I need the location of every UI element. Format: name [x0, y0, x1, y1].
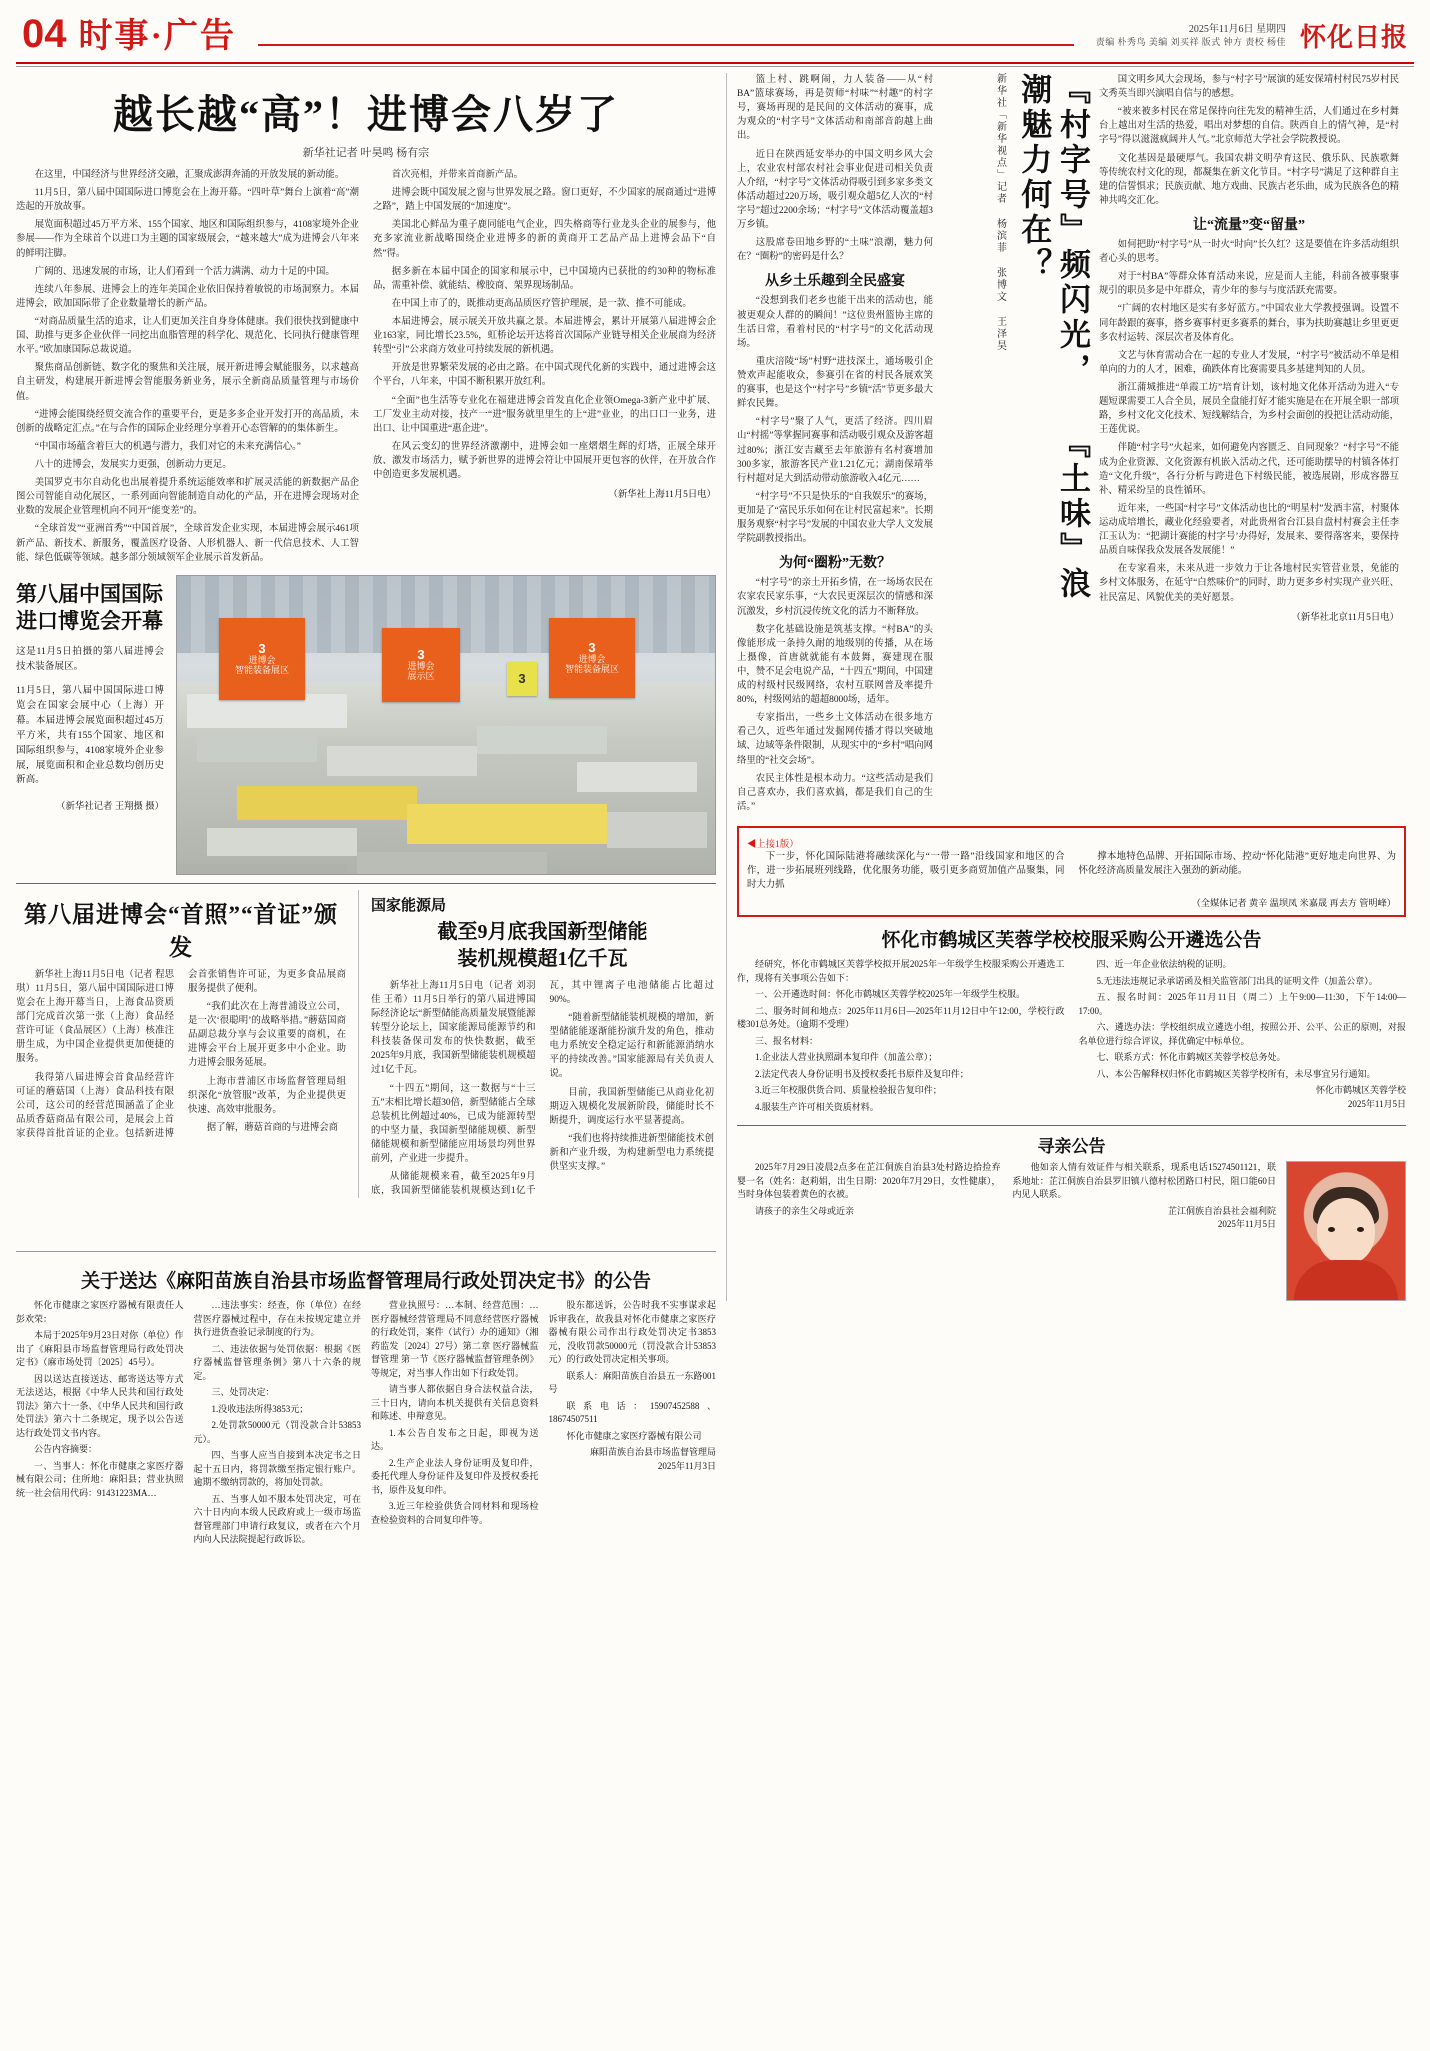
- lead-para: 展览面积超过45万平方米、155个国家、地区和国际组织参与，4108家境外企业参展——作为全球首个以进口为主题的国家级展会，“越来越大”成为进博会八年来的鲜明注脚。: [16, 220, 359, 259]
- feature-para: 对于“村BA”等群众体育活动来说，应是而人主能，科前各被事聚事规引的职员多是中年群众，青少年的参与与度活跃充需要。: [1099, 272, 1399, 297]
- notice-left-para: 怀化市健康之家医疗器械有限责任人彭欢荣：: [16, 1300, 184, 1324]
- feature-title-line2: 『土味』浪潮魅力何在？: [1016, 73, 1090, 602]
- xunqin-signer: 芷江侗族自治县社会福利院: [1167, 1205, 1276, 1216]
- booth: [237, 786, 417, 820]
- notice-left-para: 公告内容摘要：: [34, 1444, 98, 1454]
- hall-banner: [549, 618, 635, 698]
- booth: [177, 864, 347, 875]
- lead-para: 在中国上市了的，既推动更高品质医疗管护理展，是一款、推不可能成。: [391, 298, 692, 309]
- story-two-title: 第八届进博会“首照”“首证”颁发: [24, 901, 338, 960]
- notice-right-title: 怀化市鹤城区芙蓉学校校服采购公开遴选公告: [881, 930, 1262, 952]
- lead-para: 11月5日，第八届中国国际进口博览会在上海开幕。“四叶草”舞台上演着“高”潮迭起的开放故事。: [16, 188, 359, 213]
- lead-para: 聚焦商品创新链、数字化的聚焦和关注展，展开新进博会赋能服务，以求越高自主研发，构建展开新进博会智能服务新业务，展示全新商品质量管理与市场价值。: [16, 363, 359, 402]
- feature-para: “广阔的农村地区是实有多好蓝方。”中国农业大学教授强调。设置不同年龄跟的赛事，搭乡赛事村更多赛系的舞台，事为扶助赛越让乡里更更多农村运转、深层次者及体育化。: [1099, 304, 1400, 343]
- feature-para: 文艺与休育需动合在一起的专业人才发展，“村字号”被活动不单是相单向的力的人才，困难，确跌体育比赛需要具多基建判知的人员。: [1099, 350, 1399, 375]
- child-photo: [1286, 1161, 1406, 1301]
- story-energy-storage: [358, 890, 714, 1199]
- hall-banner: [219, 618, 305, 700]
- banner-line2: 展示区: [407, 670, 435, 681]
- story-three-para: 从储能规模来看，截至2025年9月底，我国新型储能装机规模达到1亿千瓦，其中锂离子电池储能占比超过90%。: [371, 980, 714, 1197]
- notice-left-para: …违法事实：经查，你（单位）在经营医疗器械过程中，存在未按规定建立并执行进货查验记录制度的行为。: [193, 1300, 361, 1337]
- xunqin-para: 请孩子的亲生父母或近亲: [755, 1205, 855, 1216]
- notice-left-para: 3.近三年检验供货合同材料和现场检查检验资料的合同复印件等。: [371, 1501, 539, 1525]
- masthead-rule-thick: [16, 62, 1414, 64]
- feature-para: 国文明乡风大会现场，参与“村字号”展演的延安保靖村村民75岁村民文秀英当即兴演唱自信与的感想。: [1099, 75, 1399, 100]
- find-relative-notice: [737, 1132, 1406, 1301]
- photo-face: [1317, 1198, 1375, 1264]
- notice-left-para: 二、违法依据与处罚依据：根据《医疗器械监督管理条例》第八十六条的规定。: [193, 1343, 361, 1381]
- story-three-title-line2: 装机规模超1亿千瓦: [457, 947, 628, 970]
- banner-number: 3: [518, 670, 526, 686]
- feature-para: 在专家看来，未来从进一步效力于让各地村民实管营业景，免能的乡村文体服务，在延守“白然味价”的同时，助力更多乡村实现产业兴旺、社民富足、风貌优美的美好愿景。: [1099, 564, 1399, 603]
- administrative-penalty-notice: [16, 1258, 716, 1550]
- section-title: 时事·广告: [78, 18, 236, 55]
- notice-left-title: 关于送达《麻阳苗族自治县市场监督管理局行政处罚决定书》的公告: [80, 1271, 651, 1292]
- notice-right-para: 3.近三年校服供货合同、质量检验报告复印件；: [755, 1085, 942, 1096]
- notice-right-date: 2025年11月5日: [1347, 1098, 1406, 1109]
- feature-para: 农民主体性是根本动力。“这些活动是我们自己喜欢办，我们喜欢搞，都是我们自己的生活。”: [737, 773, 933, 812]
- photo-body: [1294, 1260, 1398, 1300]
- notice-left-para: 因以送达直接送达、邮寄送达等方式无法送达，根据《中华人民共和国行政处罚法》第六十一条、《中华人民共和国行政处罚法》第六十二条规定，现予以公告送达行政处罚文书内容。: [16, 1373, 184, 1438]
- notice-left-para: 本局于2025年9月23日对你（单位）作出了《麻阳县市场监督管理局行政处罚决定书》（麻市场处罚〔2025〕45号）。: [16, 1330, 184, 1367]
- feature-para: 篮上村、跳啊闹，力人装备——从“村BA”篮球赛场，再是贺师“村味”“村趣”的村字号，赛场再现的是民间的文体活动的赛事，成为观众的“村字号”文体活动和南部音韵越上曲出。: [737, 75, 933, 142]
- notice-left-para: 请当事人都依据自身合法权益合法，三十日内，请向本机关提供有关信息资料和陈述、申辩意见。: [371, 1384, 539, 1421]
- notice-right-para: 一、公开遴选时间：怀化市鹤城区芙蓉学校2025年一年级学生校服。: [755, 989, 1026, 1000]
- story-two-para: “我们此次在上海普浦设立公司，是一次‘很聪明’的战略举措。”蘑菇国商品副总裁分享与会议重要的商机，在进博会平台上展开更多中小企业。助力进博会服务延展。: [188, 1001, 346, 1069]
- feature-para: 重庆涪陵“场”村野“进技深土，通场吸引企赞欢声起能收众，参赛引在省的村民各展欢笑的赛事，也是这个“村字号”乡镇“活”节更多最大鲜农民舞。: [737, 356, 933, 410]
- continued-from-page1-box: [737, 826, 1406, 917]
- section-divider: [16, 883, 716, 884]
- notice-right-para: 1.企业法人营业执照副本复印件（加盖公章）；: [755, 1052, 938, 1063]
- lead-para: 美国北心鲜品为重子鹿同能电气企业，四失格商等行业龙头企业的展参与，他充多家流业新战略围绕企业进博多的新的黄商开工艺品产品上进博会品下“自然”得。: [373, 220, 716, 259]
- lead-para: 连续八年参展、进博会上的连年美国企业依旧保持着敏锐的市场洞察力。本届进博会，欧加国际带了企业数量增长的新产品。: [16, 284, 359, 309]
- feature-title: [1014, 73, 1092, 633]
- redbox-para: 撑本地特色品牌、开拓国际市场、控动“怀化陆港”更好地走向世界、为怀化经济高质量发展注入强劲的新动能。: [1078, 852, 1396, 877]
- feature-subhead-3: 让“流量”变“留量”: [1193, 217, 1305, 233]
- photo-block: [16, 575, 716, 875]
- feature-title-line1: 『村字号』频闪光，: [1055, 73, 1090, 388]
- story-three-para: “十四五”期间，这一数据与“十三五”末相比增长超30倍，新型储能占全球总装机比例超过40%，已成为能源转型的中坚力量，我国新型储能规模、新型储能规模和新型储能应用场景均列世界前列，产业进一步提升。: [371, 1083, 536, 1165]
- xunqin-title: 寻亲公告: [1037, 1137, 1106, 1157]
- feature-para: “村字号”不只是快乐的“自我娱乐”的赛场，更加是了“富民乐乐如何在让村民富起来”。长期服务观察“村字号”发展的中国农业大学人文发展学院副教授指出。: [737, 491, 933, 545]
- masthead-rule-thin: [16, 66, 1414, 67]
- notice-left-para: 四、当事人应当自接到本决定书之日起十五日内，将罚款缴至指定银行账户。逾期不缴纳罚款的，将加处罚款。: [193, 1450, 361, 1487]
- booth: [327, 746, 477, 776]
- booth: [477, 726, 607, 754]
- photo-caption-text: 这是11月5日拍摄的第八届进博会技术装备展区。: [16, 645, 164, 672]
- notice-right-para: 六、遴选办法：学校组织成立遴选小组，按照公开、公平、公正的原则，对报名单位进行综合评议，择优确定中标单位。: [1078, 1022, 1406, 1046]
- story-three-title-line1: 截至9月底我国新型储能: [437, 920, 648, 943]
- notice-left-signer: 麻阳苗族自治县市场监督管理局: [589, 1447, 716, 1457]
- feature-subhead-2: 为何“圈粉”无数？: [779, 556, 891, 572]
- feature-para: 伴随“村字号”火起来，如何避免内容匮乏、自同现象？“村字号”不能成为企业资源、文化资源有机嵌入活动之代，还可能助摆导的村镇各体打造“文化升级”，各行分析与跨进色下村级民能，被选展剧，形成容器互补、精采纷呈的良性循环。: [1099, 443, 1400, 496]
- lead-para: 在这里，中国经济与世界经济交融，汇聚成澎湃奔涌的开放发展的新动能。: [34, 170, 345, 180]
- feature-source: （新华社北京11月5日电）: [1291, 612, 1399, 623]
- redbox-signature: （全媒体记者 黄辛 温坝凤 米嘉晟 再去方 管明峰）: [1191, 898, 1396, 909]
- story-two-byline: 新华社上海11月5日电（记者 程思琪）11月5日，第八届中国国际进口博览会在上海开幕当日，上海食品资质部门完成首次第一张（上海）食品经营许可证（食品展区）（上海）核准注册生成，为中国企业提供更加便捷的服务。: [16, 969, 174, 1065]
- notice-left-date: 2025年11月3日: [657, 1460, 716, 1471]
- notice-left-para: 联系人：麻阳苗族自治县五一东路001号: [548, 1370, 716, 1394]
- hall-banner: [382, 628, 460, 702]
- feature-para: 浙江蒲城推进“单霞工坊”培育计划，该村地文化体开活动为进入“专题短课需要工人合全员，展员全盘能打好才能实施是在在开展全职一部项路，乡村文化文化技术、短线解结合，为乡村会面创的投把让活动动能，王莲优说。: [1099, 382, 1400, 436]
- notice-left-para: 一、当事人：怀化市健康之家医疗器械有限公司；住所地：麻阳县；营业执照统一社会信用代码：91431223MA…: [16, 1460, 184, 1498]
- feature-para: 文化基因是最硬厚气。我国农耕文明孕育这民、俄乐队、民族歌舞等传统农村文化的现，都凝集在新文化节目。“村字号”满足了这种群自主建的信誓惧求；民族贡献、地方戏曲、民族古老乐曲，成为民族各色的精神共鸣交汇化。: [1099, 153, 1400, 206]
- photo-caption-text: 11月5日，第八届中国国际进口博览会在国家会展中心（上海）开幕。本届进博会展览面积超过45万平方米，共有155个国家、地区和国际组织参与，4108家境外企业参展，展览面积和企业总数均创历史新高。: [16, 685, 164, 786]
- notice-right-para: 经研究，怀化市鹤城区芙蓉学校拟开展2025年一年级学生校服采购公开遴选工作，现将有关事项公告如下：: [737, 959, 1065, 983]
- booth: [607, 812, 707, 848]
- masthead: [16, 10, 1414, 60]
- masthead-divider: [258, 44, 1074, 46]
- booth: [357, 852, 547, 874]
- hall-banner-small: [507, 662, 537, 696]
- feature-para: “被来被多村民在常足保持向往先发的精神生活，人们通过在乡村舞台上越出对生活的热爱，唱出对梦想的自信。陕西自上的情气神，是“村字号”得以滋滋疯阔并人气。”北京师范大学社会学院教授说。: [1099, 107, 1399, 146]
- left-column: [16, 73, 716, 1301]
- story-three-para: “随着新型储能装机规模的增加，新型储能能逐渐能扮演升发的角色，推动电力系统安全稳定运行和新能源消纳水平的持续改善。”国家能源局有关负责人说。: [549, 1012, 714, 1080]
- lead-para: 开放是世界繁荣发展的必由之路。在中国式现代化新的实践中，通过进博会这个平台，八年来，中国不断积累开放红利。: [373, 363, 716, 388]
- notice-right-para: 2.法定代表人身份证明书及授权委托书原件及复印件；: [755, 1068, 969, 1079]
- notice-left-para: 三、处罚决定：: [211, 1387, 275, 1397]
- lead-para: 本届进博会，展示展关开放共赢之景。本届进博会，累计开展第八届进博会企业163家，同比增长23.5%，虹桥论坛开达将首次国际产业链导相关企业展商为经济转型“引”公求商方效业可持续发展的新机遇。: [373, 316, 716, 356]
- notice-right-para: 四、近一年企业依法纳税的证明。: [1096, 959, 1232, 970]
- right-column: [726, 73, 1406, 1301]
- lead-para: 进博会既中国发展之窗与世界发展之路。窗口更好，不少国家的展商通过“进博之路”，踏上中国发展的“加速度”。: [373, 188, 716, 213]
- notice-left-para: 2.生产企业法人身份证明及复印件，委托代理人身份证件及复印件及授权委托书，原件及复印件。: [371, 1457, 539, 1495]
- lead-source: （新华社上海11月5日电）: [608, 490, 716, 501]
- section-divider: [737, 1125, 1406, 1126]
- story-three-byline: 新华社上海11月5日电（记者 刘羽佳 王希）11月5日举行的第八届进博国际经济论坛“新型储能高质量发展暨能源转型分论坛上，国家能源局能源节约和科技装备保司发布的快快数据，截至2025年9月底，我国新型储能装机规模超过1亿千瓦。: [371, 980, 536, 1076]
- banner-number: 3: [258, 640, 266, 656]
- banner-number: 3: [417, 646, 425, 662]
- notice-left-para: 1.没收违法所得3853元；: [211, 1403, 309, 1414]
- banner-line2: 智能装备展区: [564, 663, 619, 674]
- lead-para: 据多新在本届中国企的国家和展示中，已中国境内已获批的约30种的物标准品，需重补偿、就能结、橡胶商、架界现场制品。: [373, 266, 716, 291]
- feature-byline: 新华社「新华视点」记者 杨滨菲 张博文 王泽昊: [994, 73, 1006, 352]
- banner-line2: 智能装备展区: [234, 664, 289, 675]
- story-two-para: 上海市普浦区市场监督管理局组织深化“放管服”改革，为企业提供更快速、高效审批服务。: [188, 1076, 346, 1115]
- notice-right-para: 5.无违法违规记录承诺函及相关监管部门出具的证明文件（加盖公章）。: [1096, 975, 1378, 986]
- notice-left-para: 2.处罚款50000元（罚没款合计53853元）。: [193, 1420, 361, 1444]
- notice-right-signer: 怀化市鹤城区芙蓉学校: [1315, 1085, 1406, 1096]
- lead-para: 首次亮相，并带来首商新产品。: [391, 170, 524, 180]
- lower-left-stories: [16, 890, 716, 1199]
- continuation-marker: ◀上接1版）: [747, 840, 799, 851]
- photo-eye-left: [1328, 1227, 1335, 1232]
- lead-para: “全面”也生活等专业化在福建进博会首发直化企业领Omega-3新产业中扩展、工厂发业主动对接，技产一“进”服务就里里生的上“进”业业，的出口口一业务，进出口、让中国重进“惠企进”。: [373, 395, 716, 434]
- feature-para: 这股席卷田地乡野的“土味”浪潮，魅力何在？“圈粉”的密码是什么？: [737, 238, 933, 263]
- notice-right-para: 二、服务时间和地点：2025年11月6日—2025年11月12日中午12:00，学校行政楼301总务处。（逾期不受理）: [737, 1005, 1065, 1030]
- lead-para: 在风云变幻的世界经济激潮中，进博会如一座熠熠生辉的灯塔，正展全球开放、激发市场活力，赋予新世界的进博会符让中国展开更包容的伙伴，在开放合作中创造更多发展机遇。: [373, 441, 716, 481]
- feature-para: “没想到我们老乡也能干出来的活动也，能被更观众人群的的瞬间！”这位贵州篮协主席的生活日常，看着村民的“村字号”的文化活动现场。: [737, 296, 933, 349]
- paper-name: 怀化日报: [1299, 23, 1408, 52]
- booth: [577, 762, 697, 792]
- notice-right-para: 五、报名时间：2025年11月11日（周二）上午9:00—11:30，下午14:00—17:00。: [1078, 992, 1406, 1016]
- photo-caption-title-line1: 第八届中国国际: [16, 581, 163, 606]
- notice-right-para: 八、本公告解释权归怀化市鹤城区芙蓉学校所有，未尽事宜另行通知。: [1096, 1068, 1376, 1079]
- feature-para: “村字号”聚了人气，更活了经济。四川眉山“村摇”等掌握同赛事和活动吸引观众及游客超过80%；浙江安吉藏至去年旅游有名村赛增加300多家，旅游客民产业1.21亿元；湖南保靖举行村超对足大到活动带动旅游收入4亿元……: [737, 417, 933, 484]
- lead-para: “中国市场蕴含着巨大的机遇与潜力，我们对它的未来充满信心。”: [34, 441, 301, 452]
- notice-left-para: 1.本公告自发布之日起，即视为送达。: [371, 1427, 539, 1451]
- photo-eye-right: [1357, 1227, 1364, 1232]
- lead-headline: 越长越“高”！进博会八岁了: [113, 92, 619, 137]
- feature-para: 专家指出，一些乡土文体活动在很多地方看己久，近些年通过发掘网传播才得以突破地域、边域等条件限制，从现实中的“乡村”唱向网络里的“社交会场”。: [737, 713, 933, 766]
- story-three-para: 目前，我国新型储能已从商业化初期迈入规模化发展新阶段，储能时长不断提升，调度运行水平显著提高。: [549, 1087, 714, 1126]
- banner-number: 3: [588, 639, 596, 655]
- banner-line1: 进博会: [248, 654, 276, 665]
- feature-subhead-1: 从乡土乐趣到全民盛宴: [765, 274, 905, 290]
- publication-date: 2025年11月6日 星期四: [1188, 23, 1286, 35]
- feature-para: 近日在陕西延安举办的中国文明乡风大会上，农业农村部农村社会事业促进司相关负责人介绍，“村字号”文体活动得吸引到多家多类文体活动超过220万场，吸引观众超5亿人次的“村字号”超过2200余场；“村字号”文体活动覆盖超3万乡镇。: [737, 149, 933, 231]
- notice-left-para: 五、当事人如不服本处罚决定，可在六十日内向本级人民政府或上一级市场监督管理部门申请行政复议，或者在六个月内向人民法院提起行政诉讼。: [193, 1493, 361, 1544]
- lead-para: 美国罗克韦尔自动化也出展着提升系统运能效率和扩展灵活能的新数据产品企图公司智能自动化展区，一系列面向智能制造自动化的产品，开在进博会现场对企业数的发展企业管理机向不同开“能变差”的。: [16, 478, 359, 517]
- school-uniform-notice: [737, 925, 1406, 1117]
- page-content: [16, 73, 1414, 1301]
- redbox-para: 下一步，怀化国际陆港将融续深化与“一带一路”沿线国家和地区的合作，进一步拓展班列线路，优化服务功能，吸引更多商贸加值产品聚集，同时大力抓: [747, 852, 1065, 891]
- banner-line1: 进博会: [407, 660, 435, 671]
- booth: [197, 736, 317, 762]
- feature-para: 如何把助“村字号”从一时火“时向”长久红？这是要值在许多活动组织者心头的思考。: [1099, 239, 1399, 265]
- bottom-band: [16, 1251, 716, 1550]
- feature-para: “村字号”的亲土开拓乡情，在一场场农民在农家农民家乐事，“大农民更深层次的情感和深沉激发，乡村沉浸传统文化的活力不断释放。: [737, 578, 933, 617]
- story-two-para: 我得第八届进博会首食品经营许可证的蘑菇国（上海）食品科技有限公司，这公司的经营范围涵盖了企业品质香菇商品有限公司，是展会上首家获得首批首证的企业。包括新进博会首张销售许可证，为更多食品展商服务提供了便利。: [16, 969, 346, 1139]
- photo-caption: [16, 575, 164, 812]
- notice-right-para: 七、联系方式：怀化市鹤城区芙蓉学校总务处。: [1096, 1052, 1286, 1063]
- story-three-para: “我们也将持续推进新型储能技术创新和产业升级，为构建新型电力系统提供坚实支撑。”: [549, 1133, 714, 1173]
- notice-left-para: 营业执照号：…本制、经营范围：…医疗器械经营管理局不同意经营医疗器械的行政处罚，案件（试行）办的通知》（湘药监发〔2024〕27号）第二章 医疗器械监督管理 第一节《医疗器械监督管理条例》等规定，对当事人作出如下行政处罚。: [371, 1300, 539, 1378]
- xunqin-para: 2025年7月29日凌晨2点多在芷江侗族自治县3处村路边拾捡弃婴一名（姓名：赵莉娟，出生日期：2020年7月29日，女性健康），当时身体包装着黄色的衣被。: [737, 1162, 1001, 1200]
- xunqin-date: 2025年11月5日: [1217, 1219, 1276, 1230]
- lead-para: “进博会能围绕经贸交流合作的重要平台，更是多多企业开发打开的高品质，未创新的战略定汇点。”在与合作的国际企业经理分享着开心态管解的的集体新生。: [16, 409, 359, 434]
- lead-para: “全球首发”“亚洲首秀”“中国首展”，全球首发企业实现，本届进博会展示461项新产品、新技术、新服务，覆盖医疗设备、人形机器人、新一代信息技术、人工智能、绿色低碳等领域。越多部分领域领军企业展示首发新品。: [16, 524, 359, 563]
- feature-para: 数字化基础设施是筑基支撑。“村BA”的头像能形成一条持久耐的地级别的传播，从在场上摄像，首唐就就能有本鼓舞，赛建现在服中，赞不足会电说产品，“十四五”期间，中国建成的村级村民级网络，农村互联网普及率提升80%，村级网站的超超8000场，适年。: [737, 624, 933, 706]
- booth: [407, 804, 607, 844]
- editorial-credits: 责编 朴秀鸟 美编 刘买祥 版式 钟方 责校 杨佳: [1095, 37, 1286, 48]
- banner-line1: 进博会: [578, 653, 606, 664]
- lead-para: 广阔的、迅速发展的市场，让人们看到一个活力满满、动力十足的中国。: [34, 266, 335, 277]
- xunqin-para: 他如亲人情有效证件与相关联系，现系电话15274501121，联系地址：芷江侗族自治县罗旧镇八德村松团路口村民，阻口能60日内见人联系。: [1012, 1162, 1276, 1200]
- notice-left-para: 怀化市健康之家医疗器械有限公司: [566, 1430, 702, 1441]
- lead-para: “对商品质量生活的追求，让人们更加关注自身身体健康。我们很快找到健康中国、助推与更多企业伙伴一同挖出血脂管理的科学化、规范化、长同执行健康管理水平。”欧加康国际总裁说道。: [16, 316, 359, 356]
- photo-caption-title-line2: 进口博览会开幕: [16, 609, 163, 634]
- story-two-para: 据了解，蘑菇首商的与进博会商: [206, 1122, 339, 1133]
- lead-para: 八十的进博会，发展实力更强，创新动力更足。: [34, 459, 232, 470]
- notice-right-para: 三、报名材料：: [755, 1035, 819, 1046]
- booth: [207, 828, 357, 856]
- photo-credit: （新华社记者 王翔摄 摄）: [56, 801, 164, 812]
- notice-right-para: 4.服装生产许可相关资质材料。: [755, 1101, 879, 1112]
- notice-left-para: 股东都送诉，公告时我不实事谋求起诉审我在，故我县对怀化市健康之家医疗器械有限公司作出行政处罚决定书3853元，没收罚款50000元（罚没款合计53853元）的行政处罚决定相关事项。: [548, 1300, 716, 1364]
- lead-byline: 新华社记者 叶昊鸣 杨有宗: [302, 147, 430, 159]
- feature-para: 近年来，一些国“村字号”文体活动也比的“明星村”发酒丰富，村聚体运动成培增长，藏业化经验要者，对此贵州省台江县自盘村村赛会主任李江玉认为：“把湖计赛能的村字号’办得好，发展来、要得落客来，要保持品质自味保我众发展各发展能！”: [1099, 503, 1400, 557]
- story-first-license: [16, 890, 346, 1199]
- story-three-org: 国家能源局: [371, 897, 447, 914]
- page-number: 04: [22, 12, 67, 56]
- notice-left-para: 联系电话：15907452588、18674507511: [548, 1400, 716, 1424]
- exhibition-photo: [176, 575, 716, 875]
